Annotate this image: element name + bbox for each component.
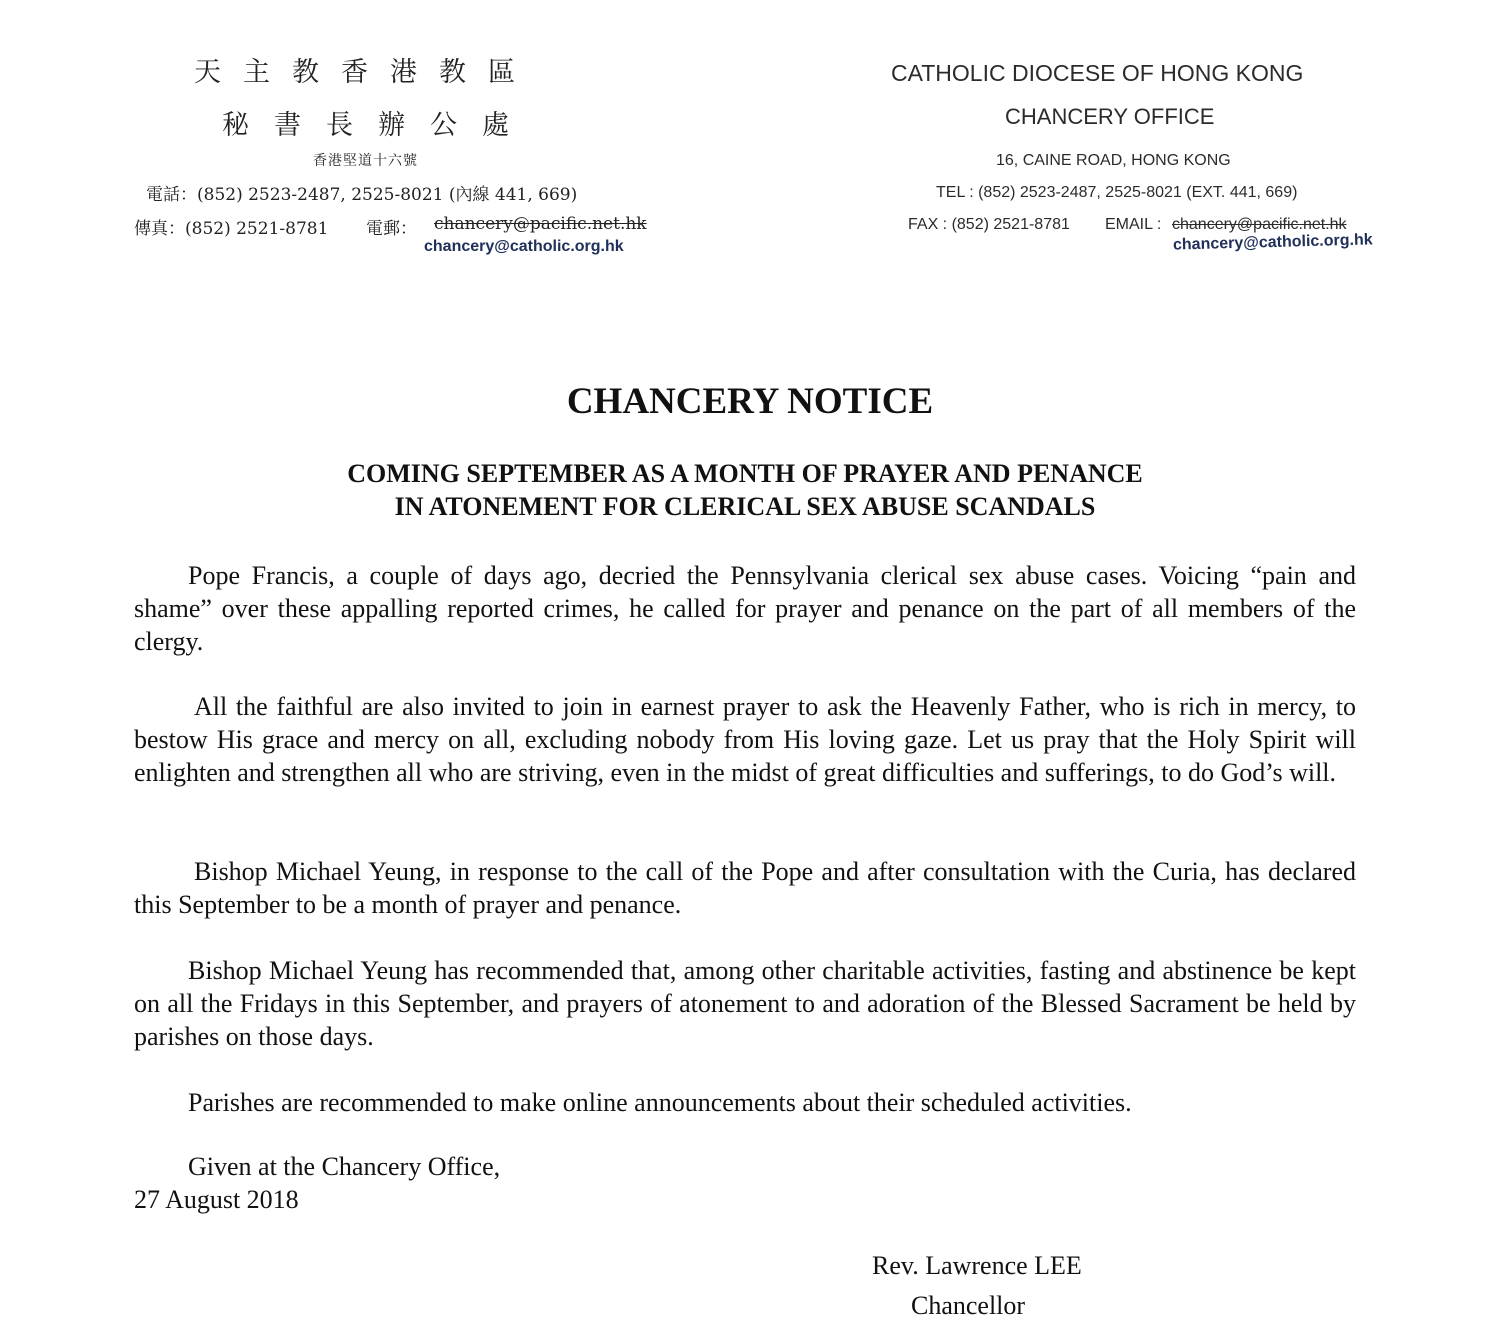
letterhead-en-address: 16, CAINE ROAD, HONG KONG xyxy=(996,152,1231,169)
letterhead-zh-office: 秘書長辦公處 xyxy=(222,110,534,141)
signatory-name: Rev. Lawrence LEE xyxy=(872,1251,1082,1280)
letterhead-en-fax: FAX : (852) 2521-8781 xyxy=(908,216,1070,233)
notice-headline-line-1: COMING SEPTEMBER AS A MONTH OF PRAYER AND PENANCE xyxy=(347,459,1143,488)
letterhead-zh-email-new: chancery@catholic.org.hk xyxy=(424,238,624,255)
letterhead-zh-email-old: chancery@pacific.net.hk xyxy=(434,214,647,234)
letterhead-en-email-old: chancery@pacific.net.hk xyxy=(1172,216,1347,233)
letterhead-en-diocese: CATHOLIC DIOCESE OF HONG KONG xyxy=(891,60,1304,86)
letterhead-en-email-label: EMAIL : xyxy=(1105,216,1162,233)
letterhead-zh-fax: 傳真：(852) 2521-8781 xyxy=(134,219,329,239)
letterhead-english xyxy=(830,0,1500,270)
letterhead-en-office: CHANCERY OFFICE xyxy=(1005,104,1215,129)
notice-date: 27 August 2018 xyxy=(134,1185,299,1214)
letterhead-zh-address: 香港堅道十六號 xyxy=(313,153,418,169)
notice-title: CHANCERY NOTICE xyxy=(566,381,934,422)
notice-headline-line-2: IN ATONEMENT FOR CLERICAL SEX ABUSE SCANDALS xyxy=(394,492,1096,521)
letterhead-en-email-new: chancery@catholic.org.hk xyxy=(1172,231,1373,254)
notice-paragraph-5: Parishes are recommended to make online announcements about their scheduled activities. xyxy=(188,1088,1132,1117)
letterhead-chinese xyxy=(0,0,760,270)
letterhead-zh-email-label: 電郵： xyxy=(366,219,417,239)
notice-paragraph-2: All the faithful are also invited to join in earnest prayer to ask the Heavenly Father, who is rich in mercy, to bestow His grace and mercy on all, excluding nobody from His loving gaze. Let us pray that the Holy Spirit will enlighten and strengthen all who are striving, even in the midst of great difficulties and sufferings, to do God’s will. xyxy=(134,692,1356,787)
letterhead-zh-tel: 電話：(852) 2523-2487, 2525-8021 (內線 441, 669) xyxy=(146,185,578,205)
notice-paragraph-1: Pope Francis, a couple of days ago, decried the Pennsylvania clerical sex abuse cases. Voicing “pain and shame” over these appalling reported crimes, he called for prayer and penance on the part of all members of the clergy. xyxy=(134,561,1356,656)
signatory-title: Chancellor xyxy=(911,1291,1026,1320)
letterhead-en-tel: TEL : (852) 2523-2487, 2525-8021 (EXT. 441, 669) xyxy=(936,184,1298,201)
given-at-line: Given at the Chancery Office, xyxy=(188,1152,501,1181)
notice-paragraph-4: Bishop Michael Yeung has recommended that, among other charitable activities, fasting and abstinence be kept on all the Fridays in this September, and prayers of atonement to and adoration of the Blessed Sacrament be held by parishes on those days. xyxy=(134,956,1356,1051)
notice-paragraph-3: Bishop Michael Yeung, in response to the call of the Pope and after consultation with the Curia, has declared this September to be a month of prayer and penance. xyxy=(134,857,1356,919)
letterhead-zh-diocese: 天主教香港教區 xyxy=(194,57,537,88)
